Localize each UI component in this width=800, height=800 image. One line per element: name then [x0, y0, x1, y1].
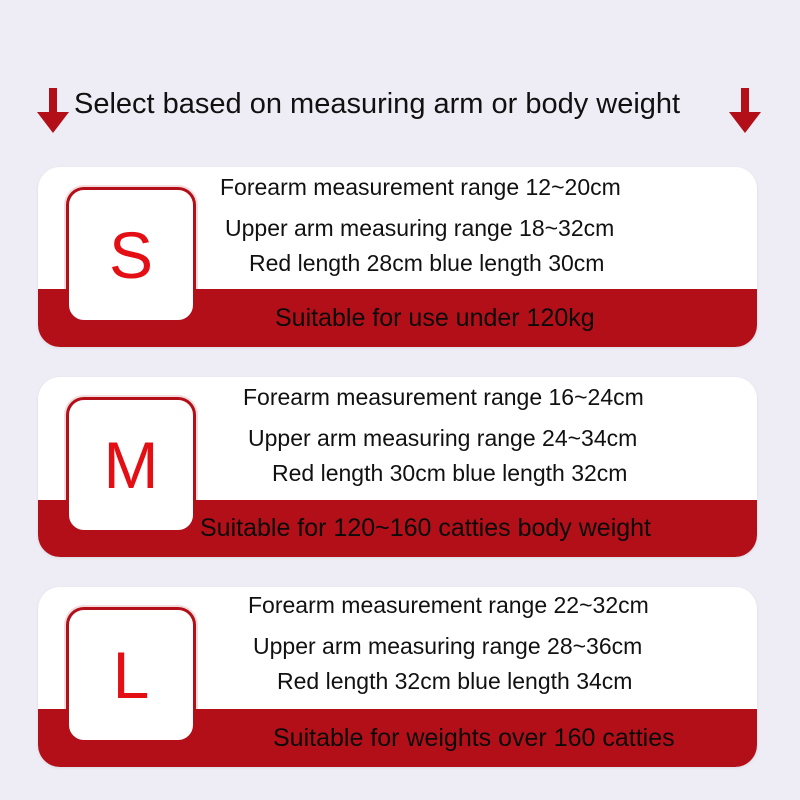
size-badge	[66, 397, 196, 533]
size-card-m	[38, 377, 757, 557]
size-badge	[66, 187, 196, 323]
upper-arm-range: Upper arm measuring range 24~34cm	[248, 425, 638, 451]
size-letter: L	[112, 638, 150, 712]
header-title: Select based on measuring arm or body weight	[74, 88, 681, 120]
arrow-down-icon	[728, 88, 762, 134]
forearm-range: Forearm measurement range 16~24cm	[243, 384, 644, 410]
upper-arm-range: Upper arm measuring range 28~36cm	[253, 633, 643, 659]
arrow-down-icon	[36, 88, 70, 134]
header	[0, 78, 800, 138]
suitable-text: Suitable for use under 120kg	[275, 304, 595, 332]
strap-lengths: Red length 28cm blue length 30cm	[249, 250, 605, 276]
size-card-l	[38, 587, 757, 767]
strap-lengths: Red length 30cm blue length 32cm	[272, 460, 628, 486]
size-card-s	[38, 167, 757, 347]
size-letter: M	[103, 428, 159, 502]
size-badge	[66, 607, 196, 743]
forearm-range: Forearm measurement range 22~32cm	[248, 592, 649, 618]
upper-arm-range: Upper arm measuring range 18~32cm	[225, 215, 615, 241]
suitable-text: Suitable for weights over 160 catties	[273, 724, 675, 752]
strap-lengths: Red length 32cm blue length 34cm	[277, 668, 633, 694]
forearm-range: Forearm measurement range 12~20cm	[220, 174, 621, 200]
size-letter: S	[108, 218, 154, 292]
suitable-text: Suitable for 120~160 catties body weight	[200, 514, 652, 542]
